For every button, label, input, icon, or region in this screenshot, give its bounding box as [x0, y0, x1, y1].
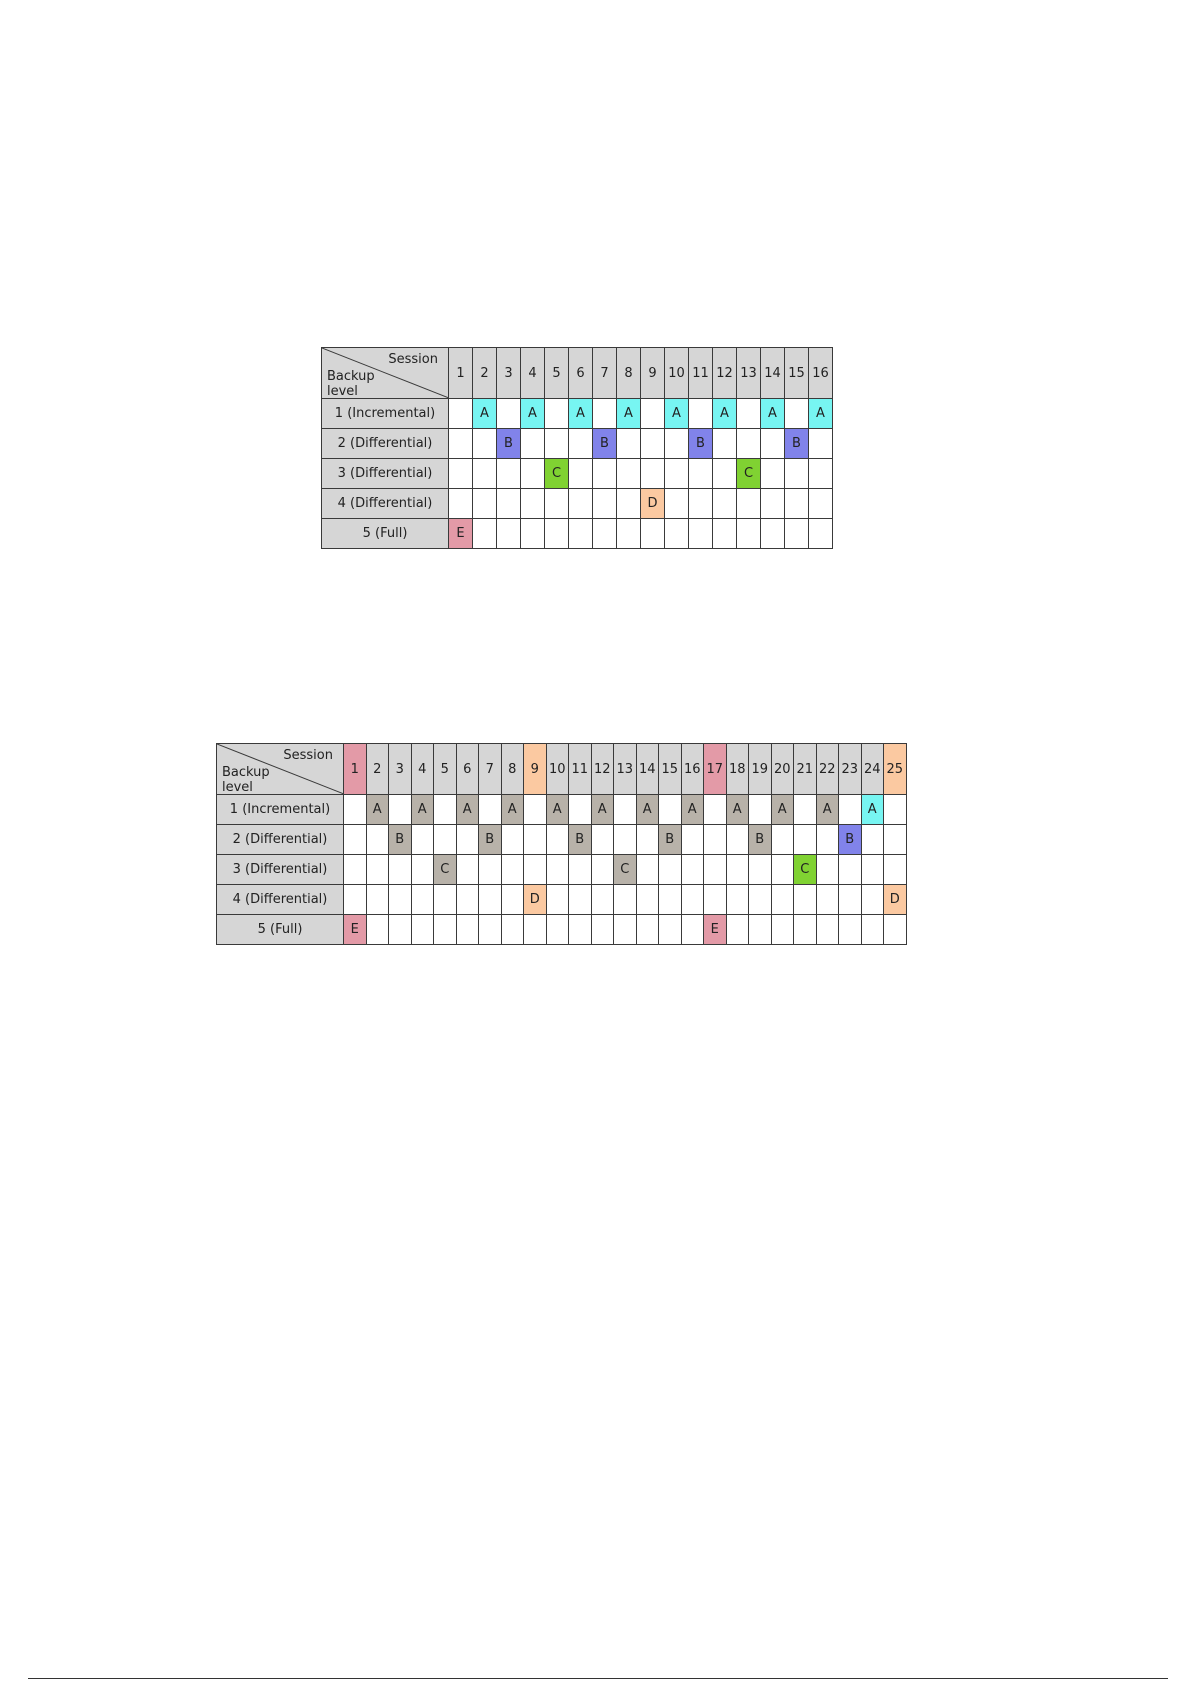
- empty-cell: [641, 429, 665, 459]
- empty-cell: [434, 885, 457, 915]
- empty-cell: [704, 795, 727, 825]
- backup-mark-b: B: [749, 825, 772, 855]
- empty-cell: [861, 855, 884, 885]
- backup-mark-d: D: [641, 489, 665, 519]
- backup-mark-c: C: [434, 855, 457, 885]
- empty-cell: [636, 825, 659, 855]
- level-axis-label: level: [327, 384, 358, 399]
- session-number: 15: [785, 348, 809, 399]
- backup-level-row: [217, 855, 907, 885]
- empty-cell: [665, 519, 689, 549]
- empty-cell: [545, 399, 569, 429]
- empty-cell: [884, 855, 907, 885]
- empty-cell: [614, 915, 637, 945]
- empty-cell: [449, 429, 473, 459]
- session-number: 5: [434, 744, 457, 795]
- empty-cell: [861, 885, 884, 915]
- empty-cell: [479, 885, 502, 915]
- backup-schedule-table-16-sessions: [321, 347, 833, 549]
- empty-cell: [681, 855, 704, 885]
- empty-cell: [591, 885, 614, 915]
- empty-cell: [456, 855, 479, 885]
- corner-header: [322, 348, 449, 399]
- backup-mark-a: A: [771, 795, 794, 825]
- session-number: 24: [861, 744, 884, 795]
- session-number: 3: [389, 744, 412, 795]
- empty-cell: [713, 459, 737, 489]
- backup-mark-c: C: [794, 855, 817, 885]
- empty-cell: [501, 825, 524, 855]
- session-axis-label: Session: [388, 352, 438, 367]
- backup-mark-b: B: [689, 429, 713, 459]
- empty-cell: [497, 459, 521, 489]
- empty-cell: [704, 825, 727, 855]
- empty-cell: [569, 459, 593, 489]
- backup-level-label: 4 (Differential): [217, 885, 344, 915]
- backup-level-row: [217, 915, 907, 945]
- backup-level-row: [217, 885, 907, 915]
- session-number: 7: [593, 348, 617, 399]
- empty-cell: [524, 915, 547, 945]
- empty-cell: [389, 885, 412, 915]
- empty-cell: [591, 915, 614, 945]
- session-number: 25: [884, 744, 907, 795]
- empty-cell: [737, 399, 761, 429]
- backup-mark-a: A: [521, 399, 545, 429]
- empty-cell: [794, 825, 817, 855]
- empty-cell: [816, 885, 839, 915]
- empty-cell: [366, 855, 389, 885]
- empty-cell: [737, 429, 761, 459]
- empty-cell: [794, 885, 817, 915]
- empty-cell: [636, 855, 659, 885]
- empty-cell: [456, 825, 479, 855]
- backup-schedule-table-25-sessions: [216, 743, 907, 945]
- backup-mark-a: A: [665, 399, 689, 429]
- backup-mark-c: C: [737, 459, 761, 489]
- empty-cell: [809, 429, 833, 459]
- backup-level-row: [322, 399, 833, 429]
- empty-cell: [411, 915, 434, 945]
- empty-cell: [521, 429, 545, 459]
- session-number: 4: [411, 744, 434, 795]
- session-number: 10: [546, 744, 569, 795]
- session-header-row: [217, 744, 907, 795]
- session-number: 12: [591, 744, 614, 795]
- empty-cell: [726, 825, 749, 855]
- backup-mark-a: A: [473, 399, 497, 429]
- session-number: 2: [473, 348, 497, 399]
- empty-cell: [681, 915, 704, 945]
- empty-cell: [569, 795, 592, 825]
- backup-mark-d: D: [524, 885, 547, 915]
- empty-cell: [809, 519, 833, 549]
- backup-mark-b: B: [569, 825, 592, 855]
- empty-cell: [816, 825, 839, 855]
- session-number: 14: [761, 348, 785, 399]
- session-number: 15: [659, 744, 682, 795]
- backup-level-label: 5 (Full): [217, 915, 344, 945]
- page-footer-rule: [28, 1678, 1168, 1679]
- empty-cell: [761, 519, 785, 549]
- empty-cell: [434, 795, 457, 825]
- empty-cell: [389, 915, 412, 945]
- backup-mark-e: E: [449, 519, 473, 549]
- empty-cell: [659, 855, 682, 885]
- session-number: 21: [794, 744, 817, 795]
- empty-cell: [366, 825, 389, 855]
- corner-header: [217, 744, 344, 795]
- empty-cell: [794, 795, 817, 825]
- empty-cell: [761, 489, 785, 519]
- session-number: 11: [689, 348, 713, 399]
- session-number: 16: [809, 348, 833, 399]
- empty-cell: [749, 885, 772, 915]
- session-number: 23: [839, 744, 862, 795]
- session-number: 6: [569, 348, 593, 399]
- empty-cell: [456, 915, 479, 945]
- empty-cell: [473, 459, 497, 489]
- empty-cell: [713, 489, 737, 519]
- session-number: 3: [497, 348, 521, 399]
- empty-cell: [809, 489, 833, 519]
- empty-cell: [569, 489, 593, 519]
- empty-cell: [614, 795, 637, 825]
- empty-cell: [569, 519, 593, 549]
- empty-cell: [771, 855, 794, 885]
- backup-mark-b: B: [593, 429, 617, 459]
- empty-cell: [546, 825, 569, 855]
- empty-cell: [344, 825, 367, 855]
- backup-level-row: [217, 825, 907, 855]
- empty-cell: [681, 885, 704, 915]
- empty-cell: [545, 429, 569, 459]
- backup-mark-e: E: [344, 915, 367, 945]
- empty-cell: [659, 915, 682, 945]
- empty-cell: [473, 429, 497, 459]
- session-number: 17: [704, 744, 727, 795]
- backup-level-grid: [321, 347, 833, 549]
- empty-cell: [546, 915, 569, 945]
- backup-mark-a: A: [617, 399, 641, 429]
- session-header-row: [322, 348, 833, 399]
- empty-cell: [884, 795, 907, 825]
- session-number: 8: [501, 744, 524, 795]
- empty-cell: [761, 459, 785, 489]
- backup-mark-b: B: [659, 825, 682, 855]
- backup-mark-d: D: [884, 885, 907, 915]
- backup-mark-a: A: [681, 795, 704, 825]
- backup-mark-a: A: [569, 399, 593, 429]
- backup-mark-a: A: [591, 795, 614, 825]
- empty-cell: [839, 885, 862, 915]
- backup-mark-b: B: [497, 429, 521, 459]
- empty-cell: [479, 915, 502, 945]
- backup-level-label: 2 (Differential): [322, 429, 449, 459]
- empty-cell: [861, 825, 884, 855]
- empty-cell: [614, 825, 637, 855]
- empty-cell: [617, 459, 641, 489]
- backup-level-label: 3 (Differential): [217, 855, 344, 885]
- backup-level-label: 2 (Differential): [217, 825, 344, 855]
- backup-axis-label: Backup: [327, 369, 375, 384]
- session-number: 14: [636, 744, 659, 795]
- empty-cell: [366, 915, 389, 945]
- session-number: 9: [524, 744, 547, 795]
- backup-mark-a: A: [546, 795, 569, 825]
- empty-cell: [704, 885, 727, 915]
- empty-cell: [545, 519, 569, 549]
- empty-cell: [344, 855, 367, 885]
- empty-cell: [614, 885, 637, 915]
- empty-cell: [816, 855, 839, 885]
- backup-mark-a: A: [636, 795, 659, 825]
- session-number: 7: [479, 744, 502, 795]
- empty-cell: [785, 519, 809, 549]
- empty-cell: [785, 399, 809, 429]
- empty-cell: [861, 915, 884, 945]
- empty-cell: [641, 459, 665, 489]
- empty-cell: [497, 399, 521, 429]
- empty-cell: [524, 795, 547, 825]
- backup-level-label: 3 (Differential): [322, 459, 449, 489]
- empty-cell: [434, 825, 457, 855]
- empty-cell: [524, 855, 547, 885]
- empty-cell: [479, 855, 502, 885]
- empty-cell: [497, 489, 521, 519]
- backup-mark-a: A: [501, 795, 524, 825]
- backup-level-row: [322, 489, 833, 519]
- empty-cell: [389, 855, 412, 885]
- empty-cell: [521, 519, 545, 549]
- empty-cell: [794, 915, 817, 945]
- empty-cell: [785, 459, 809, 489]
- empty-cell: [449, 399, 473, 429]
- empty-cell: [884, 825, 907, 855]
- session-number: 11: [569, 744, 592, 795]
- backup-level-label: 1 (Incremental): [217, 795, 344, 825]
- session-number: 12: [713, 348, 737, 399]
- empty-cell: [713, 429, 737, 459]
- empty-cell: [524, 825, 547, 855]
- backup-mark-a: A: [809, 399, 833, 429]
- backup-mark-b: B: [479, 825, 502, 855]
- empty-cell: [617, 429, 641, 459]
- empty-cell: [665, 489, 689, 519]
- empty-cell: [737, 519, 761, 549]
- empty-cell: [411, 855, 434, 885]
- empty-cell: [501, 885, 524, 915]
- empty-cell: [569, 885, 592, 915]
- backup-mark-a: A: [366, 795, 389, 825]
- backup-mark-b: B: [785, 429, 809, 459]
- session-number: 5: [545, 348, 569, 399]
- session-number: 20: [771, 744, 794, 795]
- backup-mark-a: A: [456, 795, 479, 825]
- empty-cell: [761, 429, 785, 459]
- backup-mark-a: A: [411, 795, 434, 825]
- empty-cell: [689, 459, 713, 489]
- empty-cell: [681, 825, 704, 855]
- empty-cell: [411, 885, 434, 915]
- empty-cell: [749, 855, 772, 885]
- empty-cell: [449, 489, 473, 519]
- empty-cell: [497, 519, 521, 549]
- session-number: 13: [737, 348, 761, 399]
- backup-mark-a: A: [816, 795, 839, 825]
- level-axis-label: level: [222, 780, 253, 795]
- empty-cell: [636, 915, 659, 945]
- empty-cell: [659, 795, 682, 825]
- session-number: 4: [521, 348, 545, 399]
- empty-cell: [617, 489, 641, 519]
- empty-cell: [411, 825, 434, 855]
- empty-cell: [749, 795, 772, 825]
- empty-cell: [593, 489, 617, 519]
- session-number: 18: [726, 744, 749, 795]
- empty-cell: [771, 885, 794, 915]
- backup-mark-b: B: [389, 825, 412, 855]
- session-number: 22: [816, 744, 839, 795]
- empty-cell: [479, 795, 502, 825]
- session-number: 2: [366, 744, 389, 795]
- empty-cell: [521, 489, 545, 519]
- empty-cell: [569, 855, 592, 885]
- backup-level-row: [322, 429, 833, 459]
- backup-level-row: [217, 795, 907, 825]
- empty-cell: [726, 885, 749, 915]
- empty-cell: [737, 489, 761, 519]
- empty-cell: [617, 519, 641, 549]
- empty-cell: [659, 885, 682, 915]
- backup-level-row: [322, 459, 833, 489]
- empty-cell: [884, 915, 907, 945]
- empty-cell: [591, 855, 614, 885]
- session-number: 10: [665, 348, 689, 399]
- empty-cell: [726, 915, 749, 945]
- empty-cell: [749, 915, 772, 945]
- empty-cell: [591, 825, 614, 855]
- empty-cell: [546, 855, 569, 885]
- session-number: 16: [681, 744, 704, 795]
- empty-cell: [545, 489, 569, 519]
- backup-level-label: 4 (Differential): [322, 489, 449, 519]
- empty-cell: [713, 519, 737, 549]
- session-number: 19: [749, 744, 772, 795]
- backup-level-row: [322, 519, 833, 549]
- empty-cell: [501, 915, 524, 945]
- session-number: 8: [617, 348, 641, 399]
- empty-cell: [641, 399, 665, 429]
- session-number: 13: [614, 744, 637, 795]
- empty-cell: [839, 855, 862, 885]
- empty-cell: [689, 399, 713, 429]
- session-number: 9: [641, 348, 665, 399]
- session-number: 6: [456, 744, 479, 795]
- backup-mark-c: C: [545, 459, 569, 489]
- empty-cell: [473, 519, 497, 549]
- empty-cell: [569, 915, 592, 945]
- backup-level-grid: [216, 743, 907, 945]
- empty-cell: [689, 489, 713, 519]
- empty-cell: [569, 429, 593, 459]
- backup-level-label: 5 (Full): [322, 519, 449, 549]
- empty-cell: [726, 855, 749, 885]
- empty-cell: [593, 459, 617, 489]
- empty-cell: [389, 795, 412, 825]
- backup-mark-a: A: [761, 399, 785, 429]
- empty-cell: [344, 795, 367, 825]
- session-number: 1: [449, 348, 473, 399]
- backup-level-label: 1 (Incremental): [322, 399, 449, 429]
- empty-cell: [501, 855, 524, 885]
- empty-cell: [665, 429, 689, 459]
- empty-cell: [839, 795, 862, 825]
- session-axis-label: Session: [283, 748, 333, 763]
- empty-cell: [593, 519, 617, 549]
- empty-cell: [434, 915, 457, 945]
- empty-cell: [366, 885, 389, 915]
- empty-cell: [641, 519, 665, 549]
- empty-cell: [456, 885, 479, 915]
- empty-cell: [771, 915, 794, 945]
- empty-cell: [771, 825, 794, 855]
- backup-mark-b: B: [839, 825, 862, 855]
- backup-axis-label: Backup: [222, 765, 270, 780]
- empty-cell: [521, 459, 545, 489]
- backup-mark-a: A: [861, 795, 884, 825]
- empty-cell: [689, 519, 713, 549]
- empty-cell: [593, 399, 617, 429]
- empty-cell: [816, 915, 839, 945]
- session-number: 1: [344, 744, 367, 795]
- backup-mark-a: A: [713, 399, 737, 429]
- backup-mark-a: A: [726, 795, 749, 825]
- backup-mark-e: E: [704, 915, 727, 945]
- empty-cell: [344, 885, 367, 915]
- empty-cell: [665, 459, 689, 489]
- empty-cell: [473, 489, 497, 519]
- empty-cell: [809, 459, 833, 489]
- backup-mark-c: C: [614, 855, 637, 885]
- empty-cell: [449, 459, 473, 489]
- empty-cell: [546, 885, 569, 915]
- empty-cell: [785, 489, 809, 519]
- empty-cell: [636, 885, 659, 915]
- empty-cell: [839, 915, 862, 945]
- empty-cell: [704, 855, 727, 885]
